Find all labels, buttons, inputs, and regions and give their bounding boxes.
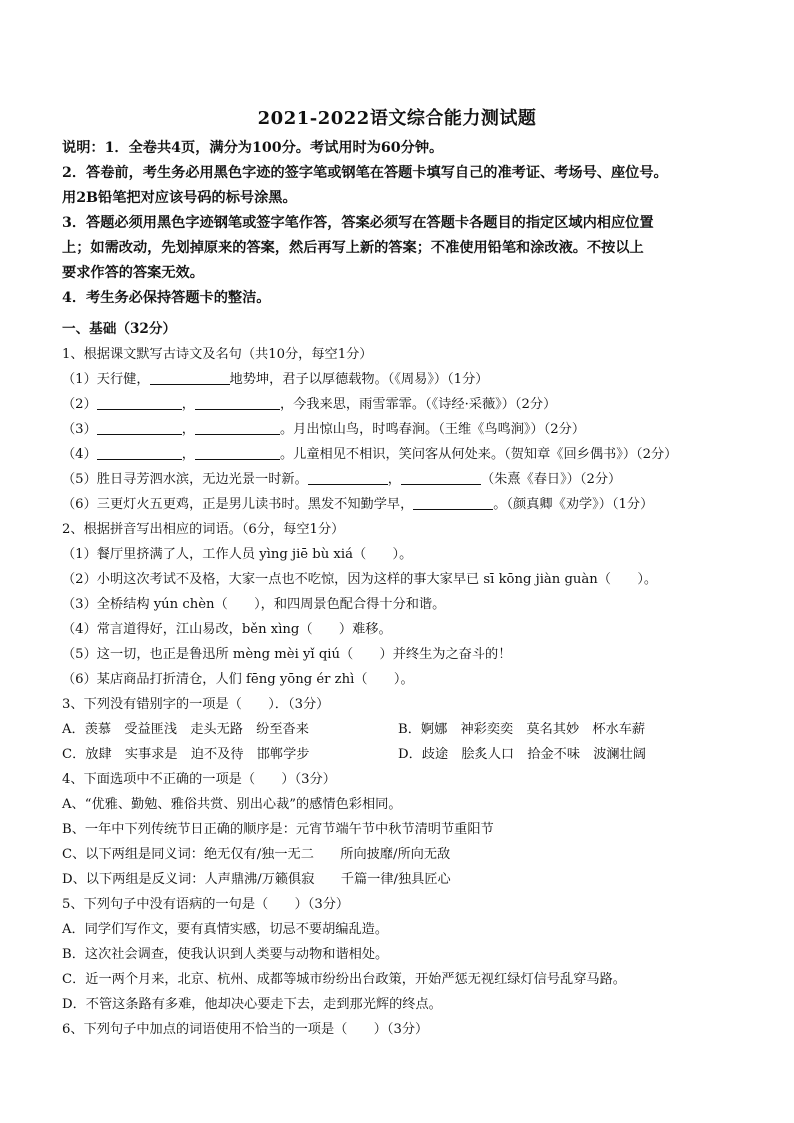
option-c: C．放肆 实事求是 迫不及待 邯郸学步 bbox=[62, 747, 310, 762]
q2-item: （5）这一切，也正是鲁迅所 mèng mèi yǐ qiú（ ）并终生为之奋斗的！ bbox=[62, 647, 512, 662]
question-stem: 6、下列句子中加点的词语使用不恰当的一项是（ ）（3分） bbox=[62, 1022, 429, 1037]
q2-item: （6）某店商品打折清仓，人们 fēng yōng ér zhì（ ）。 bbox=[62, 672, 414, 687]
page-title: 2021-2022语文综合能力测试题 bbox=[257, 108, 537, 129]
q2-item: （4）常言道得好，江山易改，běn xìng（ ）难移。 bbox=[62, 622, 392, 637]
note-line: 说明：1．全卷共4页，满分为100分。考试用时为60分钟。 bbox=[62, 140, 444, 156]
question-stem: 3、下列没有错别字的一项是（ ）．（3分） bbox=[62, 697, 330, 712]
q4-option: B、一年中下列传统节日正确的顺序是：元宵节端午节中秋节清明节重阳节 bbox=[62, 822, 494, 837]
answer-blank[interactable] bbox=[97, 394, 182, 410]
q1-line-3: （3） ， 。月出惊山鸟，时鸣春涧。（王维《鸟鸣涧》）（2分） bbox=[62, 417, 738, 442]
answer-blank[interactable] bbox=[195, 394, 280, 410]
question-stem: 5、下列句子中没有语病的一句是（ ）（3分） bbox=[62, 897, 350, 912]
option-a: A．羡慕 受益匪浅 走头无路 纷至沓来 bbox=[62, 722, 309, 737]
note-line: 4．考生务必保持答题卡的整洁。 bbox=[62, 290, 271, 306]
q3-options-row bbox=[62, 717, 738, 742]
q1-line-5: （5）胜日寻芳泗水滨，无边光景一时新。 ， （朱熹《春日》）（2分） bbox=[62, 467, 738, 492]
answer-blank[interactable] bbox=[97, 419, 182, 435]
q5-option: A．同学们写作文，要有真情实感，切忌不要胡编乱造。 bbox=[62, 922, 389, 937]
answer-blank[interactable] bbox=[195, 444, 280, 460]
q5-option: B．这次社会调查，使我认识到人类要与动物和谐相处。 bbox=[62, 947, 389, 962]
q2-item: （2）小明这次考试不及格，大家一点也不吃惊，因为这样的事大家早已 sī kōng jiàn guàn（ ）。 bbox=[62, 572, 658, 587]
note-line: 2．答卷前，考生务必用黑色字迹的签字笔或钢笔在答题卡填写自己的准考证、考场号、座位号。 bbox=[62, 165, 668, 181]
question-stem: 2、根据拼音写出相应的词语。（6分，每空1分） bbox=[62, 522, 345, 537]
answer-blank[interactable] bbox=[308, 469, 388, 485]
instructions bbox=[62, 136, 738, 311]
q5-option: C．近一两个月来，北京、杭州、成都等城市纷纷出台政策，开始严惩无视红绿灯信号乱穿马路。 bbox=[62, 972, 626, 987]
q3-options-row bbox=[62, 742, 738, 767]
questions bbox=[62, 317, 738, 1042]
q1-line-2: （2） ， ，今我来思，雨雪霏霏。（《诗经·采薇》）（2分） bbox=[62, 392, 738, 417]
section-heading: 一、基础（32分） bbox=[62, 321, 177, 337]
answer-blank[interactable] bbox=[195, 419, 280, 435]
q1-line-6: （6）三更灯火五更鸡，正是男儿读书时。黑发不知勤学早， 。（颜真卿《劝学》）（1分） bbox=[62, 492, 738, 517]
note-line: 要求作答的答案无效。 bbox=[62, 265, 204, 281]
q4-option: C、以下两组是同义词：绝无仅有/独一无二 所向披靡/所向无敌 bbox=[62, 847, 451, 862]
answer-blank[interactable] bbox=[150, 369, 230, 385]
q2-item: （1）餐厅里挤满了人，工作人员 yìng jiē bù xiá（ ）。 bbox=[62, 547, 413, 562]
q1-line-4: （4） ， 。儿童相见不相识，笑问客从何处来。（贺知章《回乡偶书》）（2分） bbox=[62, 442, 738, 467]
note-line: 上；如需改动，先划掉原来的答案，然后再写上新的答案；不准使用铅笔和涂改液。不按以上 bbox=[62, 240, 644, 256]
note-line: 3．答题必须用黑色字迹钢笔或签字笔作答，答案必须写在答题卡各题目的指定区域内相应位置 bbox=[62, 215, 654, 231]
answer-blank[interactable] bbox=[401, 469, 481, 485]
q1-line-1: （1）天行健， 地势坤，君子以厚德载物。（《周易》）（1分） bbox=[62, 367, 738, 392]
q4-option: A、“优雅、勤勉、雅俗共赏、别出心裁”的感情色彩相同。 bbox=[62, 797, 402, 812]
option-b: B．婀娜 神彩奕奕 莫名其妙 杯水车薪 bbox=[398, 722, 646, 737]
q5-option: D．不管这条路有多难，他却决心要走下去，走到那光辉的终点。 bbox=[62, 997, 442, 1012]
answer-blank[interactable] bbox=[97, 444, 182, 460]
option-d: D．歧途 脍炙人口 拾金不味 波澜壮阔 bbox=[398, 747, 646, 762]
q4-option: D、以下两组是反义词：人声鼎沸/万籁俱寂 千篇一律/独具匠心 bbox=[62, 872, 451, 887]
note-line: 用2B铅笔把对应该号码的标号涂黑。 bbox=[62, 190, 297, 206]
question-stem: 4、下面选项中不正确的一项是（ ）（3分） bbox=[62, 772, 336, 787]
question-stem: 1、根据课文默写古诗文及名句（共10分，每空1分） bbox=[62, 347, 373, 362]
answer-blank[interactable] bbox=[413, 494, 493, 510]
q2-item: （3）全桥结构 yún chèn（ ），和四周景色配合得十分和谐。 bbox=[62, 597, 446, 612]
